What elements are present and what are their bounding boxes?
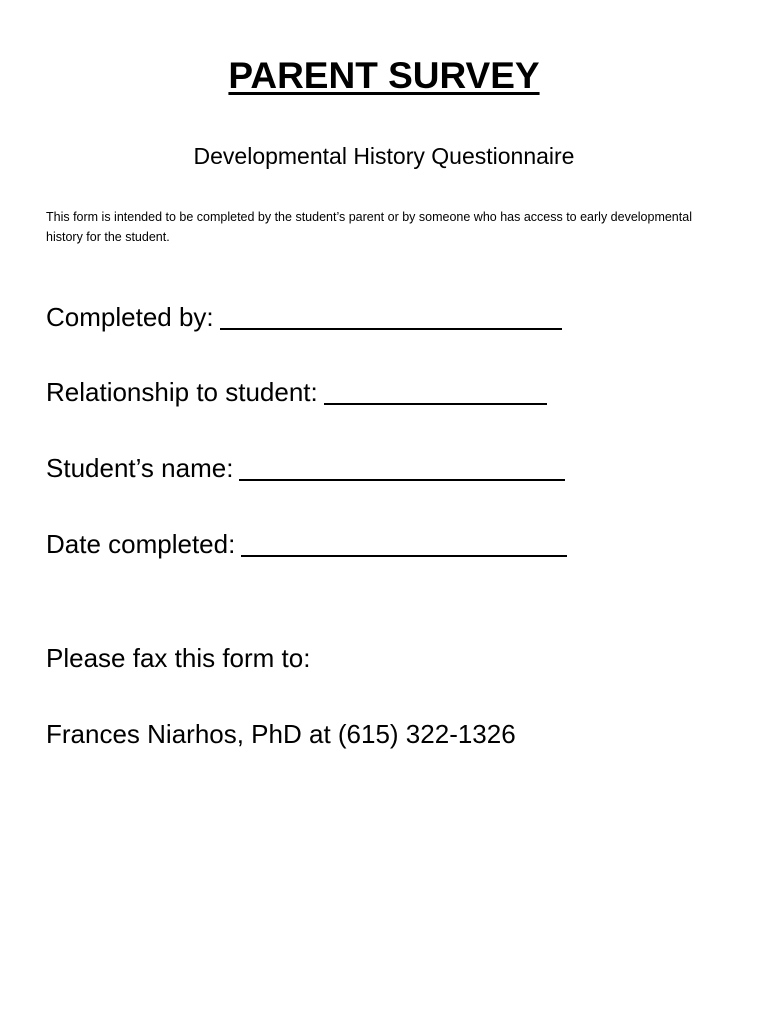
completed-by-label: Completed by: <box>46 302 214 332</box>
date-completed-blank[interactable] <box>241 535 567 557</box>
date-completed-field <box>46 527 567 561</box>
page-title-text: PARENT SURVEY <box>228 55 540 96</box>
fax-instruction: Please fax this form to: <box>46 643 311 673</box>
intro-paragraph: This form is intended to be completed by the student’s parent or by someone who has access to early developmental history for the student. <box>46 210 692 244</box>
page-subtitle: Developmental History Questionnaire <box>193 143 575 169</box>
student-name-blank[interactable] <box>239 459 565 481</box>
completed-by-blank[interactable] <box>220 308 562 330</box>
fax-recipient: Frances Niarhos, PhD at (615) 322-1326 <box>46 719 516 749</box>
relationship-label: Relationship to student: <box>46 377 318 407</box>
relationship-blank[interactable] <box>324 383 547 405</box>
date-completed-label: Date completed: <box>46 529 236 559</box>
completed-by-field <box>46 300 562 334</box>
student-name-label: Student’s name: <box>46 453 234 483</box>
relationship-field <box>46 375 547 409</box>
student-name-field <box>46 451 565 485</box>
page-title <box>0 52 768 100</box>
